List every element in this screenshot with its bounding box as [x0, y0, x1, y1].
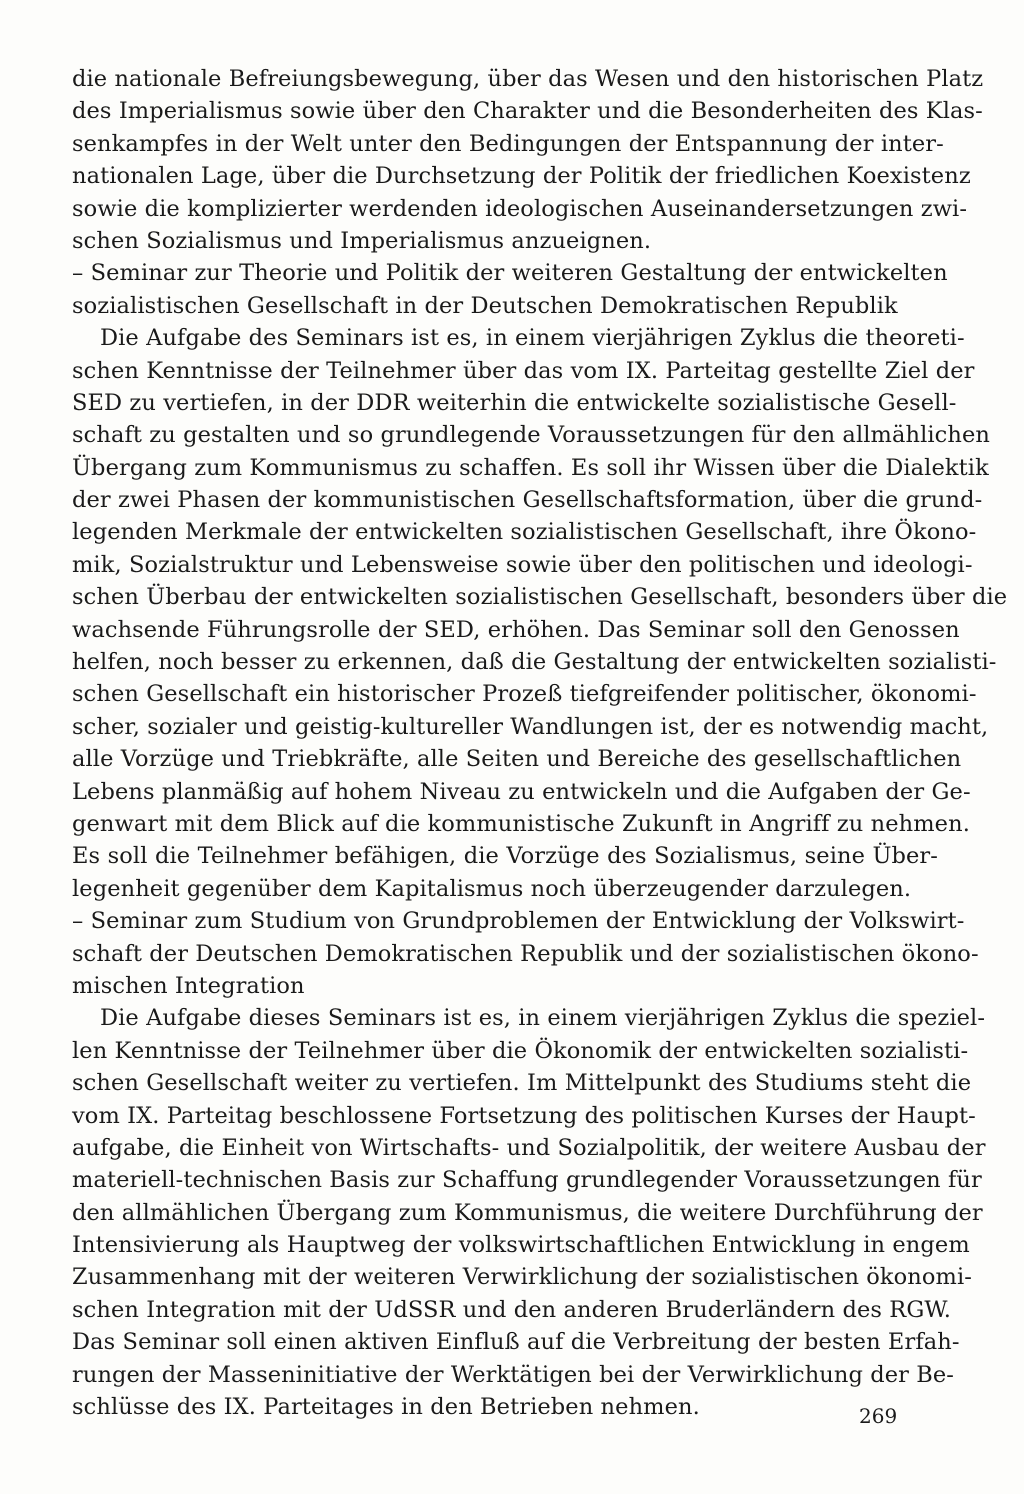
text-line: schen Gesellschaft weiter zu vertiefen. Im Mittelpunkt des Studiums steht die	[72, 1070, 972, 1097]
text-line: len Kenntnisse der Teilnehmer über die Ökonomik der entwickelten sozialisti-	[72, 1037, 969, 1064]
text-line: senkampfes in der Welt unter den Bedingungen der Entspannung der inter-	[72, 130, 944, 157]
text-line: wachsende Führungsrolle der SED, erhöhen. Das Seminar soll den Genossen	[72, 616, 960, 643]
text-line: Lebens planmäßig auf hohem Niveau zu entwickeln und die Aufgaben der Ge-	[72, 778, 971, 805]
text-line: alle Vorzüge und Triebkräfte, alle Seiten und Bereiche des gesellschaftlichen	[72, 746, 962, 773]
text-line: genwart mit dem Blick auf die kommunistische Zukunft in Angriff zu nehmen.	[72, 810, 970, 837]
seminar-heading-line: mischen Integration	[72, 972, 305, 999]
body-text	[72, 63, 1008, 1423]
text-line: materiell-technischen Basis zur Schaffung grundlegender Voraussetzungen für	[72, 1167, 982, 1194]
text-line: rungen der Masseninitiative der Werktätigen bei der Verwirklichung der Be-	[72, 1361, 954, 1388]
text-line: schen Überbau der entwickelten sozialistischen Gesellschaft, besonders über die	[72, 584, 1008, 611]
seminar-heading-line: – Seminar zur Theorie und Politik der weiteren Gestaltung der entwickelten	[72, 260, 948, 287]
text-line: Die Aufgabe des Seminars ist es, in einem vierjährigen Zyklus die theoreti-	[100, 325, 965, 352]
text-line: den allmählichen Übergang zum Kommunismus, die weitere Durchführung der	[72, 1199, 983, 1226]
text-line: aufgabe, die Einheit von Wirtschafts- und Sozialpolitik, der weitere Ausbau der	[72, 1134, 986, 1161]
text-line: Die Aufgabe dieses Seminars ist es, in einem vierjährigen Zyklus die speziel-	[100, 1005, 986, 1032]
text-line: nationalen Lage, über die Durchsetzung der Politik der friedlichen Koexistenz	[72, 163, 971, 190]
text-line: des Imperialismus sowie über den Charakter und die Besonderheiten des Klas-	[72, 98, 983, 125]
text-line: legenheit gegenüber dem Kapitalismus noch überzeugender darzulegen.	[72, 875, 912, 902]
text-line: Es soll die Teilnehmer befähigen, die Vorzüge des Sozialismus, seine Über-	[72, 843, 938, 870]
seminar-heading-line: schaft der Deutschen Demokratischen Republik und der sozialistischen ökono-	[72, 940, 979, 967]
text-line: schaft zu gestalten und so grundlegende Voraussetzungen für den allmählichen	[72, 422, 990, 449]
text-line: SED zu vertiefen, in der DDR weiterhin die entwickelte sozialistische Gesell-	[72, 389, 957, 416]
text-line: scher, sozialer und geistig-kultureller Wandlungen ist, der es notwendig macht,	[72, 713, 989, 740]
text-line: Zusammenhang mit der weiteren Verwirklichung der sozialistischen ökonomi-	[72, 1264, 972, 1291]
text-line: sowie die komplizierter werdenden ideologischen Auseinandersetzungen zwi-	[72, 195, 968, 222]
page-number: 269	[859, 1404, 898, 1428]
seminar-heading-line: – Seminar zum Studium von Grundproblemen der Entwicklung der Volkswirt-	[72, 908, 965, 935]
text-line: Intensivierung als Hauptweg der volkswirtschaftlichen Entwicklung in engem	[72, 1232, 970, 1259]
text-line: Übergang zum Kommunismus zu schaffen. Es soll ihr Wissen über die Dialektik	[72, 454, 989, 481]
text-line: vom IX. Parteitag beschlossene Fortsetzung des politischen Kurses der Haupt-	[72, 1102, 976, 1129]
text-line: mik, Sozialstruktur und Lebensweise sowie über den politischen und ideologi-	[72, 551, 973, 578]
text-line: schen Kenntnisse der Teilnehmer über das vom IX. Parteitag gestellte Ziel der	[72, 357, 975, 384]
text-line: schen Integration mit der UdSSR und den anderen Bruderländern des RGW.	[72, 1296, 951, 1323]
text-line: legenden Merkmale der entwickelten sozialistischen Gesellschaft, ihre Ökono-	[72, 519, 977, 546]
text-line: schen Gesellschaft ein historischer Prozeß tiefgreifender politischer, ökonomi-	[72, 681, 977, 708]
seminar-heading-line: sozialistischen Gesellschaft in der Deutschen Demokratischen Republik	[72, 292, 898, 319]
text-line: die nationale Befreiungsbewegung, über das Wesen und den historischen Platz	[72, 66, 984, 92]
text-line: der zwei Phasen der kommunistischen Gesellschaftsformation, über die grund-	[72, 487, 983, 514]
text-line: schlüsse des IX. Parteitages in den Betrieben nehmen.	[72, 1394, 700, 1421]
text-line: helfen, noch besser zu erkennen, daß die Gestaltung der entwickelten sozialisti-	[72, 649, 997, 676]
text-line: Das Seminar soll einen aktiven Einfluß auf die Verbreitung der besten Erfah-	[72, 1329, 960, 1356]
text-line: schen Sozialismus und Imperialismus anzueignen.	[72, 227, 652, 254]
